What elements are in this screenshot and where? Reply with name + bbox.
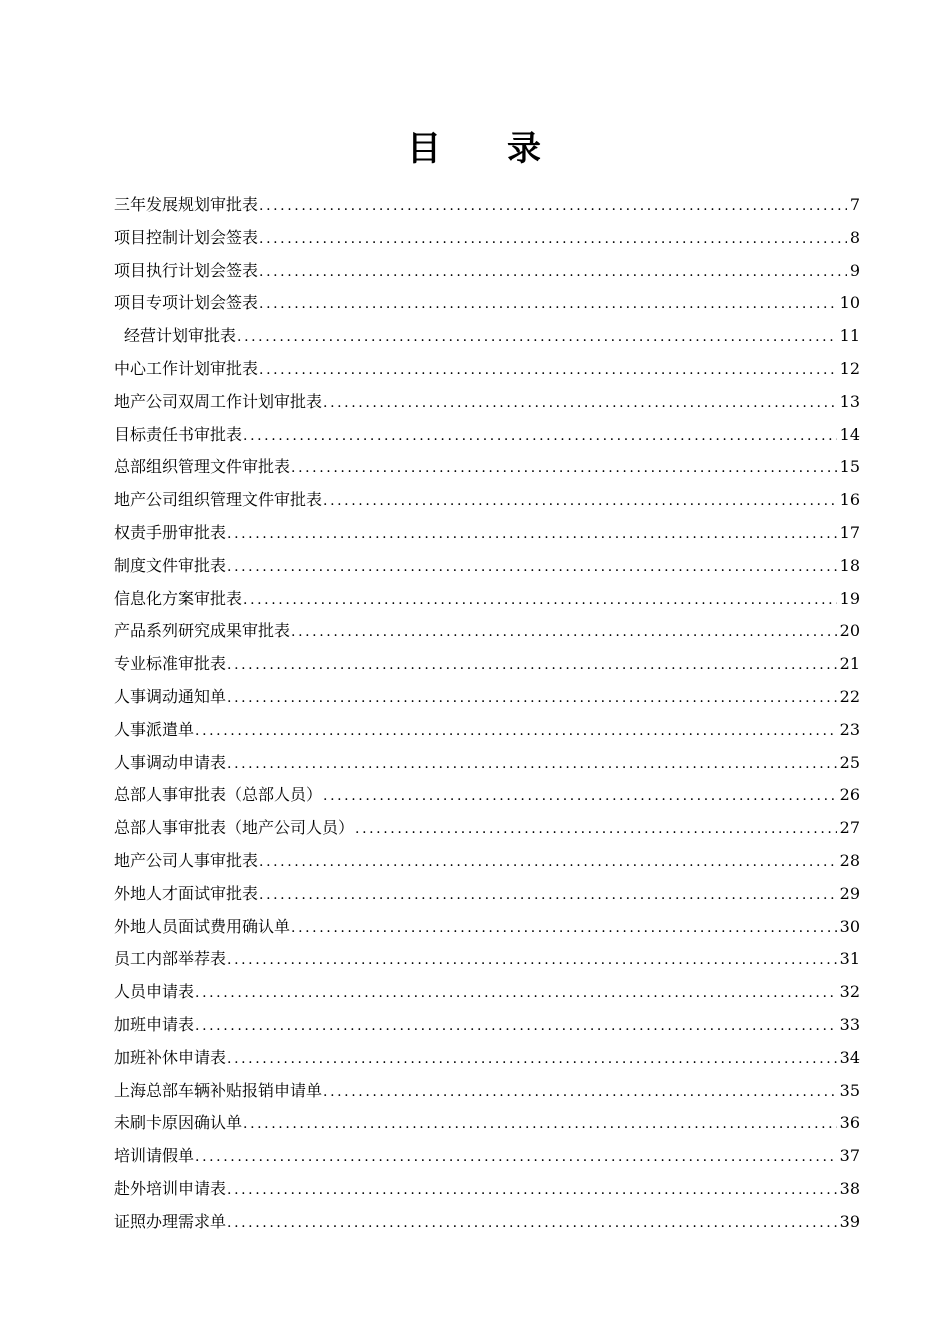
toc-dot-leader (243, 1108, 837, 1141)
toc-entry[interactable] (114, 255, 860, 288)
toc-dot-leader (195, 1010, 837, 1043)
toc-entry[interactable] (114, 484, 860, 517)
toc-entry[interactable] (114, 943, 860, 976)
toc-entry[interactable] (114, 1173, 860, 1206)
toc-entry-label: 上海总部车辆补贴报销申请单 (114, 1080, 323, 1100)
toc-dot-leader (259, 354, 837, 387)
toc-dot-leader (259, 190, 847, 223)
toc-dot-leader (323, 780, 837, 813)
toc-entry[interactable] (114, 1206, 860, 1239)
toc-entry[interactable] (114, 353, 860, 386)
toc-entry-page: 30 (839, 916, 860, 936)
toc-entry-label: 地产公司组织管理文件审批表 (114, 490, 323, 510)
toc-dot-leader (259, 846, 837, 879)
toc-entry[interactable] (114, 1075, 860, 1108)
toc-entry-label: 项目控制计划会签表 (114, 227, 259, 247)
toc-entry-page: 39 (839, 1211, 860, 1231)
toc-entry[interactable] (114, 911, 860, 944)
toc-entry[interactable] (114, 1042, 860, 1075)
toc-entry[interactable] (114, 714, 860, 747)
toc-entry-page: 28 (839, 850, 860, 870)
page-title-char-1: 目 (407, 129, 443, 169)
toc-entry-page: 33 (839, 1014, 860, 1034)
toc-dot-leader (259, 223, 847, 256)
toc-dot-leader (355, 813, 837, 846)
toc-entry[interactable] (114, 1107, 860, 1140)
page-title (0, 124, 950, 174)
toc-entry-page: 16 (839, 490, 860, 510)
toc-entry-page: 19 (839, 588, 860, 608)
toc-dot-leader (195, 1141, 837, 1174)
toc-entry-page: 23 (839, 719, 860, 739)
toc-entry-label: 加班补休申请表 (114, 1047, 227, 1067)
toc-entry-label: 地产公司人事审批表 (114, 850, 259, 870)
toc-entry-page: 12 (839, 358, 860, 378)
toc-entry-page: 25 (839, 752, 860, 772)
toc-dot-leader (227, 682, 837, 715)
toc-entry[interactable] (114, 287, 860, 320)
toc-dot-leader (259, 879, 837, 912)
toc-dot-leader (323, 1076, 837, 1109)
toc-entry[interactable] (114, 845, 860, 878)
toc-entry-label: 项目执行计划会签表 (114, 260, 259, 280)
toc-entry[interactable] (114, 812, 860, 845)
toc-entry-page: 20 (839, 621, 860, 641)
toc-dot-leader (227, 1207, 837, 1240)
toc-entry-label: 员工内部举荐表 (114, 949, 227, 969)
toc-entry[interactable] (114, 976, 860, 1009)
page-title-char-2: 录 (507, 129, 543, 169)
toc-dot-leader (243, 420, 837, 453)
toc-entry-page: 13 (839, 391, 860, 411)
toc-entry-label: 三年发展规划审批表 (114, 195, 259, 214)
toc-entry-label: 总部人事审批表（总部人员） (114, 785, 323, 805)
toc-entry-page: 26 (839, 785, 860, 805)
toc-entry-page: 32 (839, 982, 860, 1002)
toc-entry-label: 权责手册审批表 (114, 522, 227, 542)
toc-entry-label: 总部人事审批表（地产公司人员） (114, 818, 355, 838)
toc-dot-leader (291, 912, 837, 945)
toc-dot-leader (227, 1174, 837, 1207)
toc-entry-page: 37 (839, 1146, 860, 1166)
toc-entry-label: 人事调动通知单 (114, 686, 227, 706)
toc-entry[interactable] (114, 386, 860, 419)
toc-entry-page: 8 (849, 227, 860, 247)
toc-entry[interactable] (114, 550, 860, 583)
toc-entry-label: 制度文件审批表 (114, 555, 227, 575)
toc-entry-label: 人员申请表 (114, 982, 195, 1002)
toc-entry-label: 项目专项计划会签表 (114, 293, 259, 313)
toc-dot-leader (291, 452, 837, 485)
toc-entry-page: 7 (849, 195, 860, 214)
toc-entry-label: 产品系列研究成果审批表 (114, 621, 291, 641)
toc-entry[interactable] (114, 779, 860, 812)
toc-dot-leader (323, 485, 837, 518)
toc-entry-label: 未刷卡原因确认单 (114, 1113, 243, 1133)
toc-entry-page: 36 (839, 1113, 860, 1133)
toc-entry[interactable] (114, 1140, 860, 1173)
toc-entry-label: 经营计划审批表 (124, 326, 237, 346)
toc-entry-page: 9 (849, 260, 860, 280)
toc-entry-label: 目标责任书审批表 (114, 424, 243, 444)
toc-dot-leader (195, 715, 837, 748)
toc-dot-leader (227, 649, 837, 682)
toc-entry-page: 18 (839, 555, 860, 575)
toc-entry-page: 21 (839, 654, 860, 674)
toc-entry-label: 人事调动申请表 (114, 752, 227, 772)
toc-entry[interactable] (114, 419, 860, 452)
toc-entry-label: 外地人才面试审批表 (114, 883, 259, 903)
toc-dot-leader (227, 551, 837, 584)
toc-entry-page: 10 (839, 293, 860, 313)
toc-entry-page: 27 (839, 818, 860, 838)
toc-dot-leader (227, 944, 837, 977)
toc-dot-leader (243, 584, 837, 617)
toc-entry[interactable] (114, 517, 860, 550)
toc-entry[interactable] (114, 583, 860, 616)
toc-entry[interactable] (114, 681, 860, 714)
toc-entry-page: 22 (839, 686, 860, 706)
toc-entry-page: 31 (839, 949, 860, 969)
toc-dot-leader (237, 321, 837, 354)
toc-entry-label: 赴外培训申请表 (114, 1178, 227, 1198)
toc-entry[interactable] (114, 189, 860, 222)
toc-entry-page: 35 (839, 1080, 860, 1100)
toc-dot-leader (227, 748, 837, 781)
toc-dot-leader (323, 387, 837, 420)
toc-entry[interactable] (114, 451, 860, 484)
toc-entry-page: 34 (839, 1047, 860, 1067)
toc-entry-label: 专业标准审批表 (114, 654, 227, 674)
toc-dot-leader (195, 977, 837, 1010)
toc-entry-label: 培训请假单 (114, 1146, 195, 1166)
toc-entry-page: 11 (839, 326, 860, 346)
toc-entry-label: 中心工作计划审批表 (114, 358, 259, 378)
toc-entry-page: 14 (839, 424, 860, 444)
toc-entry[interactable] (114, 747, 860, 780)
toc-entry-page: 29 (839, 883, 860, 903)
toc-dot-leader (259, 288, 837, 321)
toc-entry-label: 加班申请表 (114, 1014, 195, 1034)
toc-entry-label: 人事派遣单 (114, 719, 195, 739)
toc-dot-leader (227, 1043, 837, 1076)
toc-entry-page: 38 (839, 1178, 860, 1198)
toc-entry-label: 地产公司双周工作计划审批表 (114, 391, 323, 411)
toc-entry-label: 总部组织管理文件审批表 (114, 457, 291, 477)
table-of-contents (114, 189, 860, 1239)
toc-entry-page: 17 (839, 522, 860, 542)
toc-dot-leader (259, 256, 847, 289)
toc-entry[interactable] (114, 320, 860, 353)
toc-entry[interactable] (114, 222, 860, 255)
toc-entry-page: 15 (839, 457, 860, 477)
toc-entry-label: 证照办理需求单 (114, 1211, 227, 1231)
toc-entry[interactable] (114, 1009, 860, 1042)
toc-dot-leader (291, 616, 837, 649)
toc-dot-leader (227, 518, 837, 551)
toc-entry[interactable] (114, 615, 860, 648)
toc-entry-label: 信息化方案审批表 (114, 588, 243, 608)
toc-entry[interactable] (114, 878, 860, 911)
toc-entry[interactable] (114, 648, 860, 681)
toc-entry-label: 外地人员面试费用确认单 (114, 916, 291, 936)
